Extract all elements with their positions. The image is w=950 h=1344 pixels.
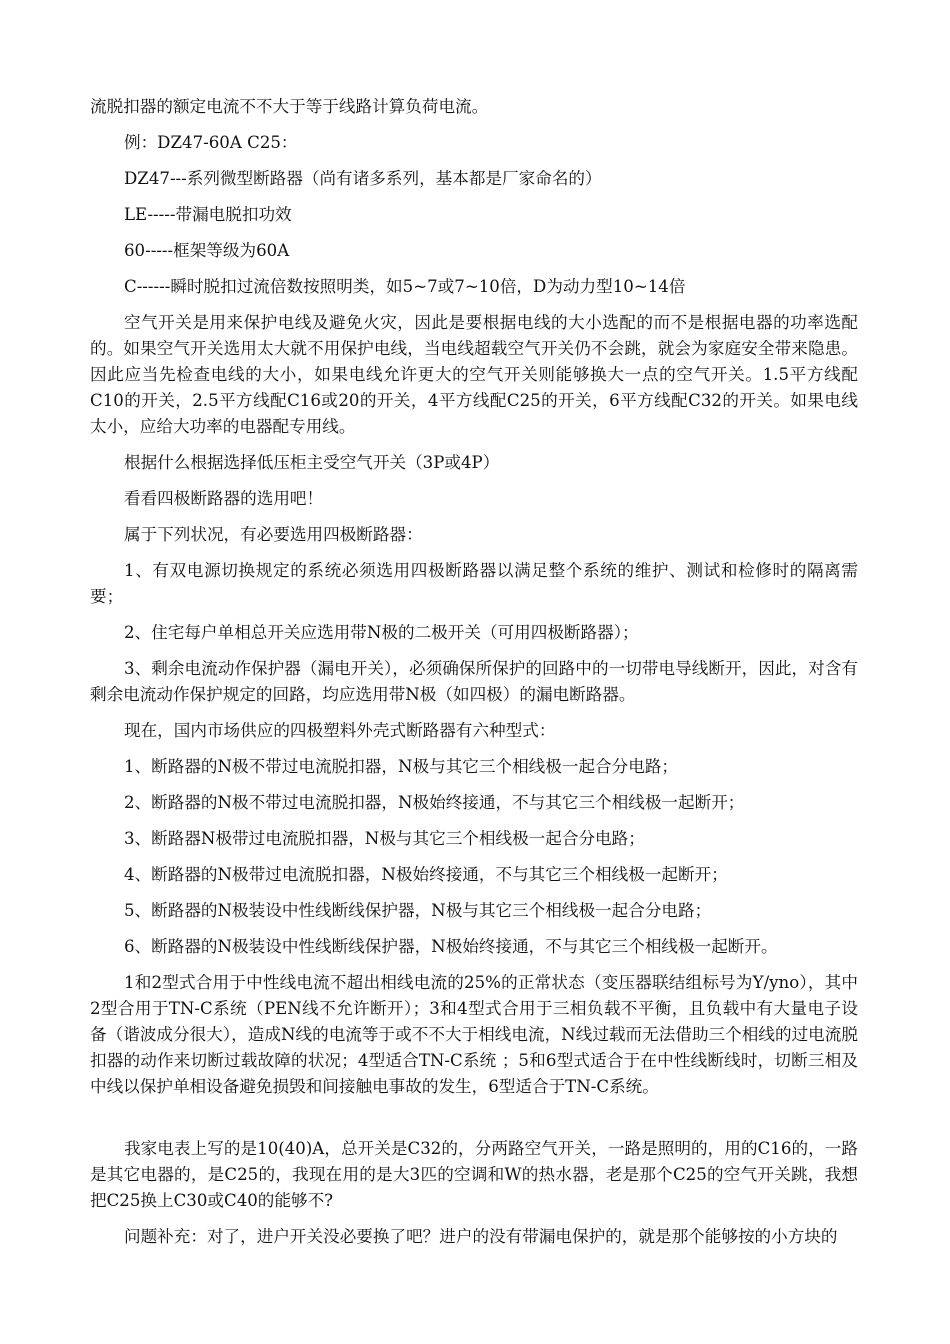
- paragraph: 6、断路器的N极装设中性线断线保护器，N极始终接通，不与其它三个相线极一起断开。: [124, 937, 778, 956]
- paragraph: 看看四极断路器的选用吧！: [124, 489, 324, 508]
- paragraph: 问题补充：对了，进户开关没必要换了吧？进户的没有带漏电保护的，就是那个能够按的小方块的: [124, 1227, 838, 1246]
- paragraph: 1、断路器的N极不带过电流脱扣器，N极与其它三个相线极一起合分电路；: [124, 757, 679, 776]
- paragraph: 空气开关是用来保护电线及避免火灾，因此是要根据电线的大小选配的而不是根据电器的功率选配的。如果空气开关选用太大就不用保护电线，当电线超载空气开关仍不会跳，就会为家庭安全带来隐患。因此应当先检查电线的大小，如果电线允许更大的空气开关则能够换大一点的空气开关。1.5平方线配C10的开关，2.5平方线配C16或20的开关，4平方线配C25的开关，6平方线配C32的开关。如果电线太小，应给大功率的电器配专用线。: [90, 313, 858, 436]
- paragraph: 60-----框架等级为60A: [124, 241, 290, 260]
- document-page: [90, 94, 858, 1260]
- paragraph: 1、有双电源切换规定的系统必须选用四极断路器以满足整个系统的维护、测试和检修时的隔离需要；: [90, 561, 858, 606]
- paragraph: 3、剩余电流动作保护器（漏电开关），必须确保所保护的回路中的一切带电导线断开，因此，对含有剩余电流动作保护规定的回路，均应选用带N极（如四极）的漏电断路器。: [90, 659, 858, 704]
- paragraph: 2、断路器的N极不带过电流脱扣器，N极始终接通，不与其它三个相线极一起断开；: [124, 793, 745, 812]
- paragraph: LE-----带漏电脱扣功效: [124, 205, 292, 224]
- paragraph: 4、断路器的N极带过电流脱扣器，N极始终接通，不与其它三个相线极一起断开；: [124, 865, 728, 884]
- paragraph: DZ47---系列微型断路器（尚有诸多系列，基本都是厂家命名的）: [124, 169, 602, 188]
- paragraph: C------瞬时脱扣过流倍数按照明类，如5~7或7~10倍，D为动力型10~14倍: [124, 277, 686, 296]
- paragraph: 我家电表上写的是10(40)A，总开关是C32的，分两路空气开关，一路是照明的，用的C16的，一路是其它电器的，是C25的，我现在用的是大3匹的空调和W的热水器，老是那个C25的空气开关跳，我想把C25换上C30或C40的能够不?: [90, 1139, 858, 1210]
- paragraph: 2、住宅每户单相总开关应选用带N极的二极开关（可用四极断路器）；: [124, 623, 639, 642]
- paragraph: 现在，国内市场供应的四极塑料外壳式断路器有六种型式：: [124, 721, 556, 740]
- paragraph: 根据什么根据选择低压柜主受空气开关（3P或4P）: [124, 453, 500, 472]
- paragraph: 流脱扣器的额定电流不不大于等于线路计算负荷电流。: [90, 97, 489, 116]
- paragraph: 3、断路器N极带过电流脱扣器，N极与其它三个相线极一起合分电路；: [124, 829, 645, 848]
- paragraph: 例：DZ47-60A C25：: [124, 133, 298, 152]
- paragraph: 属于下列状况，有必要选用四极断路器：: [124, 525, 423, 544]
- paragraph: 5、断路器的N极装设中性线断线保护器，N极与其它三个相线极一起合分电路；: [124, 901, 712, 920]
- paragraph: 1和2型式合用于中性线电流不超出相线电流的25%的正常状态（变压器联结组标号为Y/yno），其中2型合用于TN-C系统（PEN线不允许断开）；3和4型式合用于三相负载不平衡，且负载中有大量电子设备（谐波成分很大），造成N线的电流等于或不不大于相线电流，N线过载而无法借助三个相线的过电流脱扣器的动作来切断过载故障的状况；4型适合TN-C系统 ；5和6型式适合于在中性线断线时，切断三相及中线以保护单相设备避免损毁和间接触电事故的发生，6型适合于TN-C系统。: [90, 973, 858, 1096]
